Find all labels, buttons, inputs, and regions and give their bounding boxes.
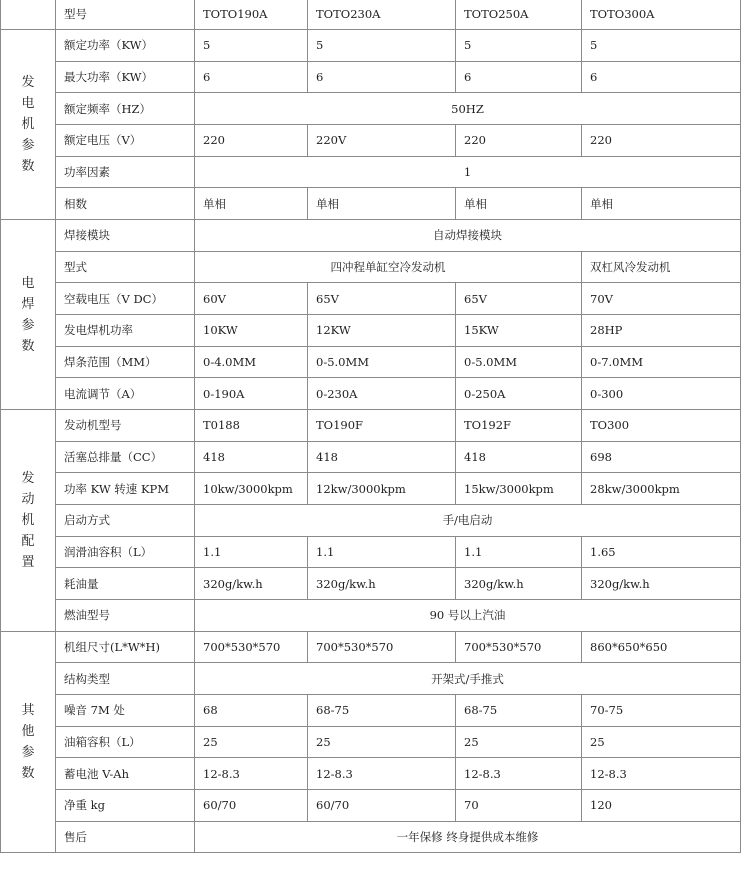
value-cell: 6: [582, 61, 741, 93]
spec-row: [1, 315, 741, 347]
value-cell: 65V: [456, 283, 582, 315]
value-cell: 0-7.0MM: [582, 346, 741, 378]
value-cell: 60/70: [308, 789, 456, 821]
spec-row: [1, 188, 741, 220]
value-cell: 25: [308, 726, 456, 758]
value-cell: 0-190A: [195, 378, 308, 410]
spec-row: [1, 378, 741, 410]
value-cell: 1.1: [456, 536, 582, 568]
value-cell: 1.65: [582, 536, 741, 568]
row-label-cell: 焊接模块: [56, 220, 195, 252]
model-name-cell: TOTO190A: [195, 0, 308, 30]
row-label-cell: 功率因素: [56, 156, 195, 188]
spec-row: [1, 663, 741, 695]
value-cell: 0-230A: [308, 378, 456, 410]
merged-value-cell: 50HZ: [195, 93, 741, 125]
spec-row: [1, 536, 741, 568]
value-cell: 5: [195, 30, 308, 62]
merged-value-cell: 四冲程单缸空冷发动机: [195, 251, 582, 283]
value-cell: 220: [456, 125, 582, 157]
spec-row: [1, 346, 741, 378]
value-cell: 1.1: [308, 536, 456, 568]
value-cell: 12KW: [308, 315, 456, 347]
value-cell: 700*530*570: [195, 631, 308, 663]
spec-row: [1, 473, 741, 505]
section-name: 电焊参数: [21, 275, 35, 354]
section-name: 发动机配置: [21, 470, 35, 570]
value-cell: 220: [195, 125, 308, 157]
value-cell: 698: [582, 441, 741, 473]
model-name-cell: TOTO300A: [582, 0, 741, 30]
spec-row: [1, 821, 741, 853]
value-cell: 10kw/3000kpm: [195, 473, 308, 505]
value-cell: 25: [582, 726, 741, 758]
row-label-cell: 发电焊机功率: [56, 315, 195, 347]
merged-value-cell: 手/电启动: [195, 505, 741, 537]
value-cell: 单相: [308, 188, 456, 220]
value-cell: 15kw/3000kpm: [456, 473, 582, 505]
value-cell: 5: [308, 30, 456, 62]
section-name-cell: [1, 220, 56, 410]
value-cell: 单相: [195, 188, 308, 220]
spec-row: [1, 505, 741, 537]
value-cell: 5: [456, 30, 582, 62]
row-label-cell: 蓄电池 V-Ah: [56, 758, 195, 790]
value-cell: 12-8.3: [308, 758, 456, 790]
value-cell: 68: [195, 694, 308, 726]
spec-row: [1, 156, 741, 188]
value-cell: 68-75: [456, 694, 582, 726]
value-cell: 0-300: [582, 378, 741, 410]
value-cell: 60V: [195, 283, 308, 315]
model-name-cell: TOTO250A: [456, 0, 582, 30]
row-label-cell: 发动机型号: [56, 410, 195, 442]
spec-row: [1, 694, 741, 726]
spec-row: [1, 726, 741, 758]
value-cell: 6: [456, 61, 582, 93]
spec-row: [1, 125, 741, 157]
row-label-cell: 机组尺寸(L*W*H): [56, 631, 195, 663]
value-cell: 25: [456, 726, 582, 758]
value-cell: 双杠风冷发动机: [582, 251, 741, 283]
spec-row: [1, 789, 741, 821]
row-label-cell: 型式: [56, 251, 195, 283]
row-label-cell: 耗油量: [56, 568, 195, 600]
value-cell: TO190F: [308, 410, 456, 442]
value-cell: T0188: [195, 410, 308, 442]
row-label-cell: 油箱容积（L）: [56, 726, 195, 758]
section-name-cell: [1, 410, 56, 632]
merged-value-cell: 90 号以上汽油: [195, 599, 741, 631]
value-cell: 12kw/3000kpm: [308, 473, 456, 505]
value-cell: 0-4.0MM: [195, 346, 308, 378]
spec-row: [1, 599, 741, 631]
spec-row: [1, 758, 741, 790]
row-label-cell: 最大功率（KW）: [56, 61, 195, 93]
row-label-cell: 启动方式: [56, 505, 195, 537]
section-name: 发电机参数: [21, 75, 35, 175]
value-cell: 25: [195, 726, 308, 758]
header-label-cell: 型号: [56, 0, 195, 30]
value-cell: 70V: [582, 283, 741, 315]
value-cell: 418: [195, 441, 308, 473]
value-cell: 320g/kw.h: [308, 568, 456, 600]
row-label-cell: 相数: [56, 188, 195, 220]
row-label-cell: 空载电压（V DC）: [56, 283, 195, 315]
value-cell: 418: [308, 441, 456, 473]
spec-row: [1, 410, 741, 442]
spec-row: [1, 631, 741, 663]
spec-row: [1, 441, 741, 473]
value-cell: 12-8.3: [195, 758, 308, 790]
merged-value-cell: 开架式/手推式: [195, 663, 741, 695]
value-cell: 28kw/3000kpm: [582, 473, 741, 505]
value-cell: 单相: [582, 188, 741, 220]
value-cell: 60/70: [195, 789, 308, 821]
value-cell: 12-8.3: [582, 758, 741, 790]
spec-row: [1, 220, 741, 252]
value-cell: TO192F: [456, 410, 582, 442]
value-cell: 0-5.0MM: [456, 346, 582, 378]
value-cell: 0-5.0MM: [308, 346, 456, 378]
value-cell: 12-8.3: [456, 758, 582, 790]
value-cell: 6: [195, 61, 308, 93]
merged-value-cell: 自动焊接模块: [195, 220, 741, 252]
value-cell: 单相: [456, 188, 582, 220]
row-label-cell: 润滑油容积（L）: [56, 536, 195, 568]
row-label-cell: 净重 kg: [56, 789, 195, 821]
value-cell: 70: [456, 789, 582, 821]
section-name: 其他参数: [21, 702, 35, 781]
value-cell: 15KW: [456, 315, 582, 347]
row-label-cell: 电流调节（A）: [56, 378, 195, 410]
spec-row: [1, 30, 741, 62]
row-label-cell: 额定频率（HZ）: [56, 93, 195, 125]
spec-row: [1, 251, 741, 283]
merged-value-cell: 一年保修 终身提供成本维修: [195, 821, 741, 853]
section-name-cell: [1, 30, 56, 220]
value-cell: 70-75: [582, 694, 741, 726]
value-cell: 700*530*570: [308, 631, 456, 663]
value-cell: 65V: [308, 283, 456, 315]
value-cell: 320g/kw.h: [195, 568, 308, 600]
value-cell: 10KW: [195, 315, 308, 347]
spec-row: [1, 568, 741, 600]
model-name-cell: TOTO230A: [308, 0, 456, 30]
value-cell: 6: [308, 61, 456, 93]
value-cell: 68-75: [308, 694, 456, 726]
row-label-cell: 功率 KW 转速 KPM: [56, 473, 195, 505]
value-cell: 220V: [308, 125, 456, 157]
spec-row: [1, 93, 741, 125]
value-cell: 860*650*650: [582, 631, 741, 663]
value-cell: 120: [582, 789, 741, 821]
row-label-cell: 焊条范围（MM）: [56, 346, 195, 378]
header-row: [1, 0, 741, 30]
merged-value-cell: 1: [195, 156, 741, 188]
row-label-cell: 结构类型: [56, 663, 195, 695]
value-cell: 28HP: [582, 315, 741, 347]
value-cell: 320g/kw.h: [582, 568, 741, 600]
header-corner-cell: [1, 0, 56, 30]
row-label-cell: 燃油型号: [56, 599, 195, 631]
value-cell: 5: [582, 30, 741, 62]
value-cell: 1.1: [195, 536, 308, 568]
row-label-cell: 售后: [56, 821, 195, 853]
value-cell: TO300: [582, 410, 741, 442]
spec-table-body: [1, 0, 741, 853]
row-label-cell: 额定电压（V）: [56, 125, 195, 157]
row-label-cell: 噪音 7M 处: [56, 694, 195, 726]
spec-row: [1, 283, 741, 315]
section-name-cell: [1, 631, 56, 853]
value-cell: 320g/kw.h: [456, 568, 582, 600]
value-cell: 220: [582, 125, 741, 157]
value-cell: 700*530*570: [456, 631, 582, 663]
spec-row: [1, 61, 741, 93]
row-label-cell: 额定功率（KW）: [56, 30, 195, 62]
row-label-cell: 活塞总排量（CC）: [56, 441, 195, 473]
value-cell: 418: [456, 441, 582, 473]
value-cell: 0-250A: [456, 378, 582, 410]
